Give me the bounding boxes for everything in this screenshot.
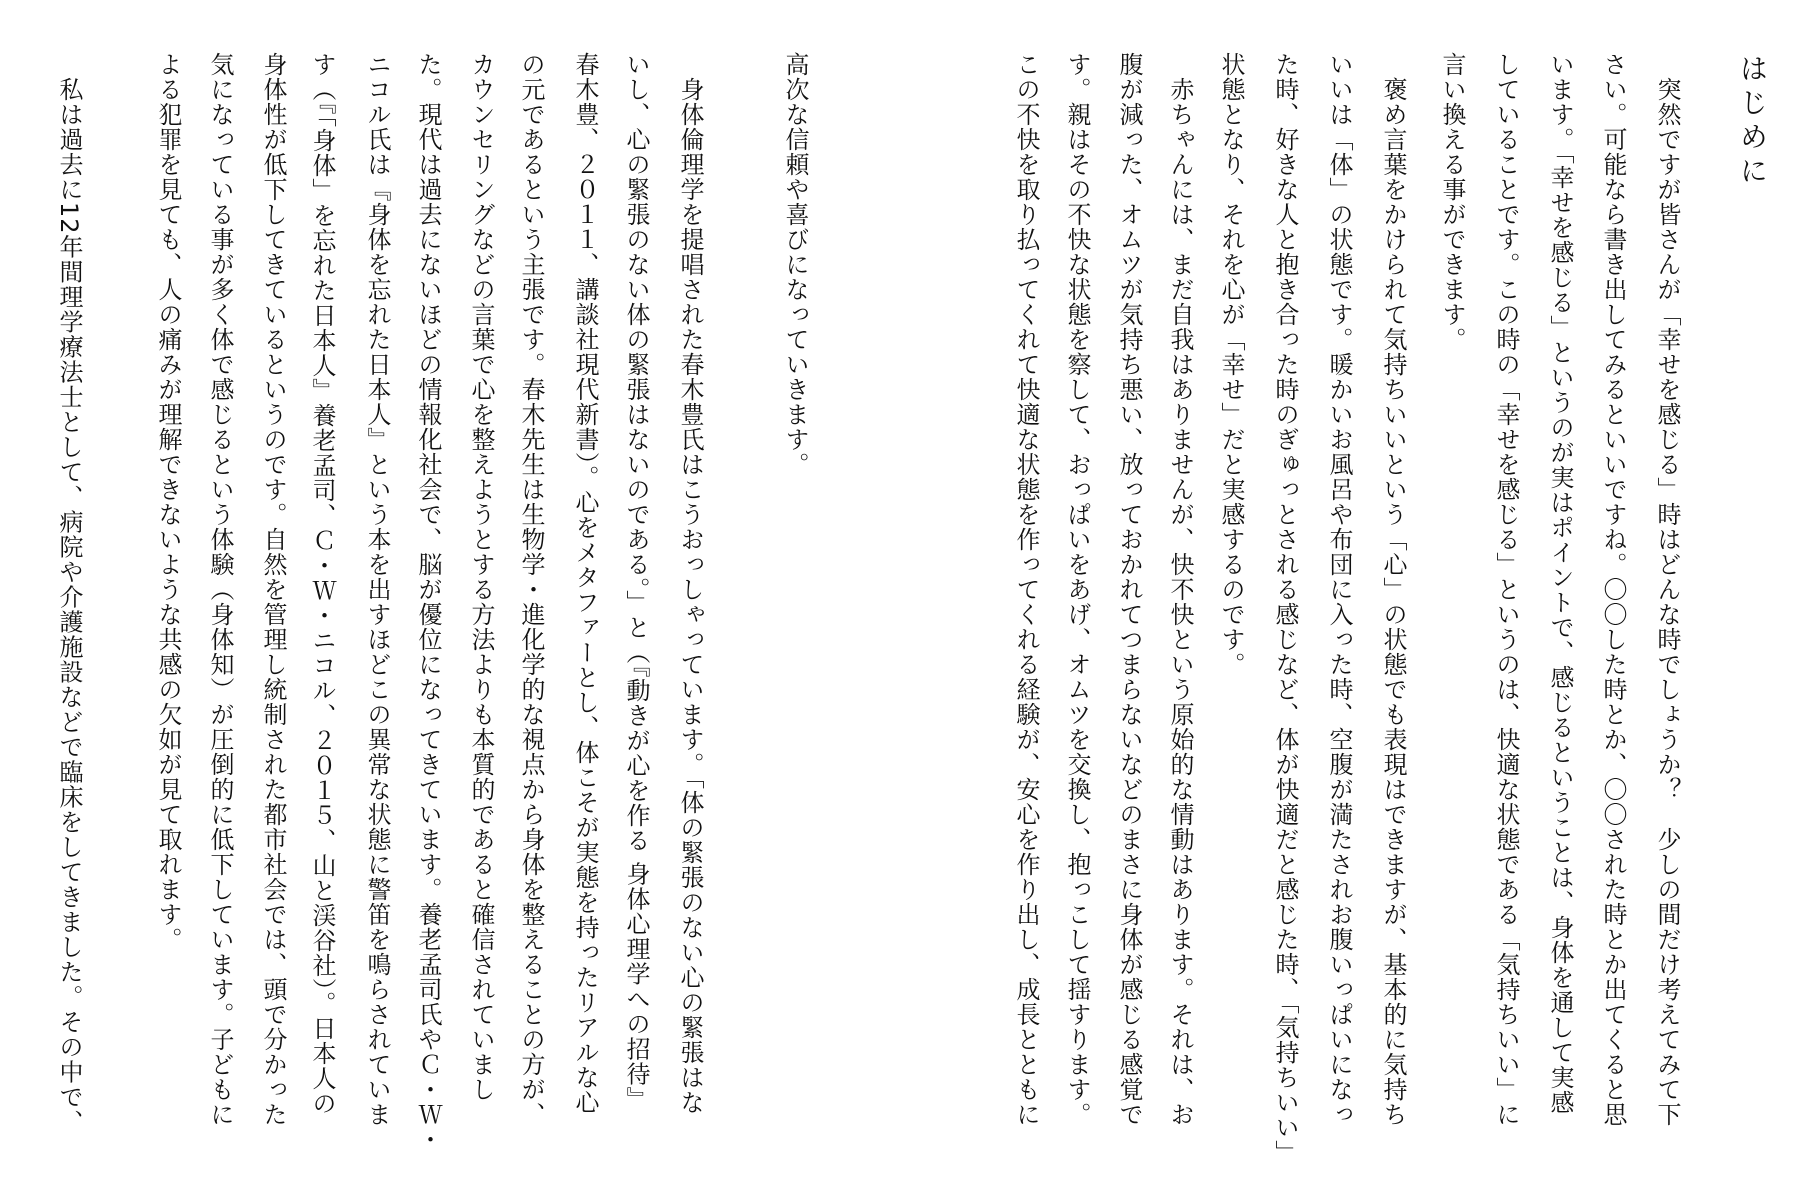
text-column: います。「幸せを感じる」というのが実はポイントで、感じるということは、身体を通して実感 [1546,52,1574,1115]
text-column: 赤ちゃんには、まだ自我はありませんが、快不快という原始的な情動はあります。それは、お [1166,77,1194,1127]
text-column: た時、好きな人と抱き合った時のぎゅっとされる感じなど、体が快適だと感じた時、「気持ちいい」 [1271,52,1299,1165]
text-column: 褒め言葉をかけられて気持ちいいという「心」の状態でも表現はできますが、基本的に気持ち [1379,77,1407,1127]
page-title: はじめに [1736,54,1769,190]
text-column: す。親はその不快な状態を察して、おっぱいをあげ、オムツを交換し、抱っこして揺すります。 [1063,52,1091,1127]
text-column: 身体性が低下してきているというのです。自然を管理し統制された都市社会では、頭で分かった [259,52,287,1127]
text-column: 高次な信頼や喜びになっていきます。 [781,52,809,477]
text-column: 春木豊、２０１１、講談社現代新書）。心をメタファーとし、体こそが実態を持ったリアルな心 [571,52,599,1115]
text-column: た。現代は過去にないほどの情報化社会で、脳が優位になってきています。養老孟司氏やＣ・Ｗ・ [414,52,442,1152]
text-column: ニコル氏は『身体を忘れた日本人』という本を出すほどこの異常な状態に警笛を鳴らされていま [363,52,391,1127]
text-column: す（『「身体」を忘れた日本人』養老孟司、Ｃ・Ｗ・ニコル、２０１５、山と渓谷社）。日本人の [308,52,336,1116]
text-column: 腹が減った、オムツが気持ち悪い、放っておかれてつまらないなどのまさに身体が感じる感覚で [1115,52,1143,1127]
text-column: さい。可能なら書き出してみるといいですね。〇〇した時とか、〇〇された時とか出てくると思 [1599,52,1627,1127]
text-column: 気になっている事が多く体で感じるという体験（身体知）が圧倒的に低下しています。子どもに [206,52,234,1127]
text-column: 私は過去に12年間理学療法士として、病院や介護施設などで臨床をしてきました。その中で、 [55,77,83,1135]
text-column: いいは「体」の状態です。暖かいお風呂や布団に入った時、空腹が満たされお腹いっぱいになっ [1325,52,1353,1127]
text-column: の元であるという主張です。春木先生は生物学・進化学的な視点から身体を整えることの方が、 [517,52,545,1127]
text-column: よる犯罪を見ても、人の痛みが理解できないような共感の欠如が見て取れます。 [154,52,182,952]
text-column: いし、心の緊張のない体の緊張はないのである。」と（『動きが心を作る 身体心理学への招待』 [622,52,650,1112]
text-column: 身体倫理学を提唱された春木豊氏はこうおっしゃっています。「体の緊張のない心の緊張はな [676,77,704,1115]
text-column: 状態となり、それを心が「幸せ」だと実感するのです。 [1217,52,1245,677]
text-column: この不快を取り払ってくれて快適な状態を作ってくれる経験が、安心を作り出し、成長とともに [1012,52,1040,1127]
text-column: 言い換える事ができます。 [1438,52,1466,352]
text-column: していることです。この時の「幸せを感じる」というのは、快適な状態である「気持ちいい」に [1492,52,1520,1127]
text-column: 突然ですが皆さんが「幸せを感じる」時はどんな時でしょうか？ 少しの間だけ考えてみて下 [1653,77,1681,1127]
text-column: カウンセリングなどの言葉で心を整えようとする方法よりも本質的であると確信されていまし [467,52,495,1102]
